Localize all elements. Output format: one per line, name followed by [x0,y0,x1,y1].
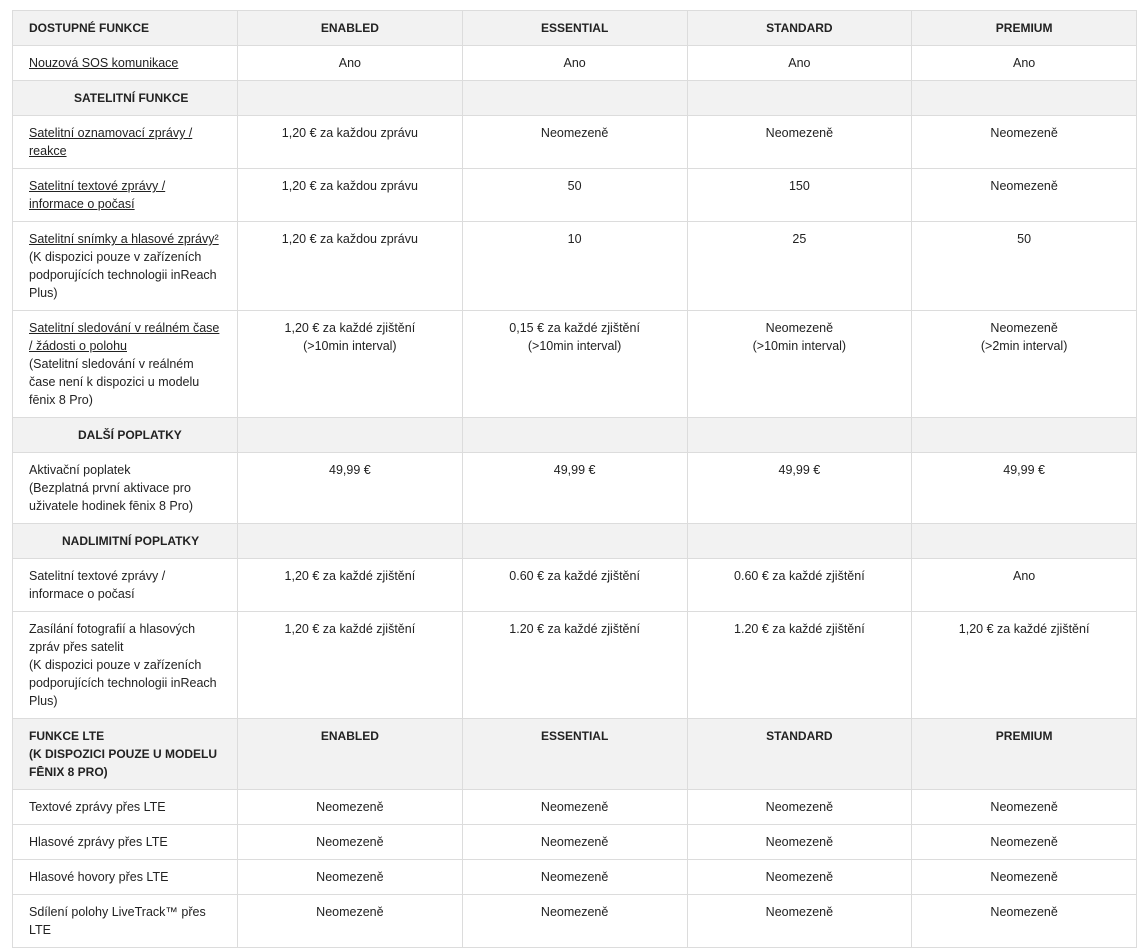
price-text: Neomezeně [990,321,1058,335]
table-cell: 1,20 € za každou zprávu [238,169,463,222]
table-cell: 49,99 € [462,453,687,524]
header-plan-enabled: ENABLED [238,11,463,46]
lte-header-plan-essential: ESSENTIAL [462,719,687,790]
lte-header-plan-standard: STANDARD [687,719,912,790]
table-cell: 1,20 € za každé zjištění [238,612,463,719]
table-cell: Neomezeně [912,790,1137,825]
table-row [13,311,1137,418]
table-cell: 1,20 € za každou zprávu [238,222,463,311]
table-cell: 49,99 € [238,453,463,524]
sat-photo-link[interactable]: Satelitní snímky a hlasové zprávy² [29,232,219,246]
header-features: DOSTUPNÉ FUNKCE [13,11,238,46]
table-cell: 49,99 € [912,453,1137,524]
table-row [13,222,1137,311]
table-cell: Neomezeně [912,895,1137,948]
lte-header-note: (K DISPOZICI POUZE U MODELU FĒNIX 8 PRO) [29,747,218,779]
row-label: Hlasové hovory přes LTE [13,860,238,895]
table-cell: 50 [912,222,1137,311]
table-row [13,612,1137,719]
price-text: 1,20 € za každé zjištění [284,321,416,335]
table-cell: Neomezeně [238,790,463,825]
table-row [13,895,1137,948]
table-row [13,825,1137,860]
row-label: Satelitní textové zprávy / informace o počasí [13,559,238,612]
table-cell: Neomezeně [462,116,687,169]
table-cell: Neomezeně [238,860,463,895]
table-cell: Neomezeně [687,790,912,825]
table-cell: Ano [912,559,1137,612]
sat-text-link[interactable]: Satelitní textové zprávy / informace o počasí [29,179,166,211]
table-cell: Neomezeně [687,825,912,860]
lte-header-title: FUNKCE LTE [29,729,105,743]
table-cell: 1,20 € za každé zjištění [912,612,1137,719]
lte-header-row [13,719,1137,790]
table-cell: 25 [687,222,912,311]
table-cell: Neomezeně [462,895,687,948]
section-title: NADLIMITNÍ POPLATKY [62,534,200,548]
table-cell: Neomezeně [462,825,687,860]
table-row [13,790,1137,825]
availability-note: (Bezplatná první aktivace pro uživatele hodinek fēnix 8 Pro) [29,481,193,513]
table-cell: Neomezeně [462,860,687,895]
row-label: Textové zprávy přes LTE [13,790,238,825]
table-cell: Neomezeně [687,895,912,948]
table-cell: Neomezeně [238,895,463,948]
table-cell: 49,99 € [687,453,912,524]
table-cell: 1.20 € za každé zjištění [462,612,687,719]
table-cell: 10 [462,222,687,311]
section-title: SATELITNÍ FUNKCE [74,91,189,105]
row-label: Hlasové zprávy přes LTE [13,825,238,860]
table-row [13,453,1137,524]
table-cell: 50 [462,169,687,222]
availability-note: (K dispozici pouze v zařízeních podporujících technologii inReach Plus) [29,250,217,300]
table-header-row [13,11,1137,46]
interval-text: (>10min interval) [752,339,847,353]
price-text: Neomezeně [765,321,834,335]
table-row [13,46,1137,81]
table-row [13,116,1137,169]
row-label: Sdílení polohy LiveTrack™ přes LTE [13,895,238,948]
table-cell: Neomezeně [912,860,1137,895]
table-row [13,559,1137,612]
price-text: 0,15 € za každé zjištění [509,321,640,335]
table-cell: 1,20 € za každé zjištění [238,559,463,612]
row-label: Aktivační poplatek [29,463,131,477]
interval-text: (>10min interval) [303,339,397,353]
plan-comparison-table [12,10,1137,948]
table-cell: 0.60 € za každé zjištění [462,559,687,612]
sat-tracking-link[interactable]: Satelitní sledování v reálném čase / žádosti o polohu [29,321,220,353]
section-row-satellite [13,81,1137,116]
table-cell: Neomezeně [912,116,1137,169]
table-cell: 1.20 € za každé zjištění [687,612,912,719]
table-cell: Ano [238,46,463,81]
table-cell: Neomezeně [912,825,1137,860]
sos-link[interactable]: Nouzová SOS komunikace [29,56,179,70]
table-cell: Neomezeně [238,825,463,860]
table-cell: Neomezeně [687,860,912,895]
table-cell: Ano [687,46,912,81]
table-cell: Ano [462,46,687,81]
lte-header-plan-enabled: ENABLED [238,719,463,790]
section-row-overlimit [13,524,1137,559]
availability-note: (K dispozici pouze v zařízeních podporujících technologii inReach Plus) [29,658,217,708]
table-cell: 150 [687,169,912,222]
section-row-fees [13,418,1137,453]
interval-text: (>10min interval) [527,339,622,353]
availability-note: (Satelitní sledování v reálném čase není k dispozici u modelu fēnix 8 Pro) [29,357,200,407]
table-row [13,860,1137,895]
header-plan-standard: STANDARD [687,11,912,46]
interval-text: (>2min interval) [980,339,1068,353]
table-cell: Neomezeně [462,790,687,825]
sat-notify-link[interactable]: Satelitní oznamovací zprávy / reakce [29,126,193,158]
table-cell: Neomezeně [687,116,912,169]
header-plan-essential: ESSENTIAL [462,11,687,46]
table-cell: Neomezeně [912,169,1137,222]
row-label: Zasílání fotografií a hlasových zpráv přes satelit [29,622,196,654]
lte-header-plan-premium: PREMIUM [912,719,1137,790]
header-plan-premium: PREMIUM [912,11,1137,46]
table-row [13,169,1137,222]
table-cell: 1,20 € za každou zprávu [238,116,463,169]
section-title: DALŠÍ POPLATKY [78,428,182,442]
table-cell: 0.60 € za každé zjištění [687,559,912,612]
table-cell: Ano [912,46,1137,81]
